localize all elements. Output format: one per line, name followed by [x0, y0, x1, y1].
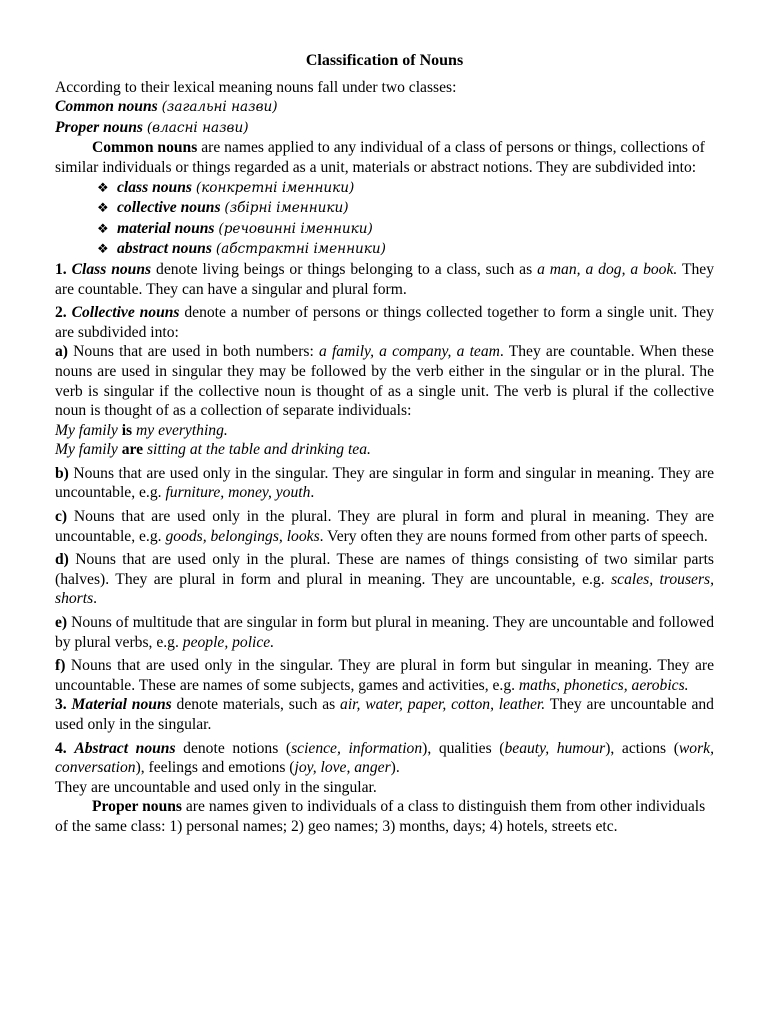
- subsection-example: goods, belongings, looks: [165, 527, 320, 545]
- subsection-a: [55, 342, 714, 420]
- example-part: My family: [55, 421, 118, 439]
- section-number: 2.: [55, 304, 67, 322]
- subsection-b: [55, 464, 714, 503]
- proper-nouns-text: are names given to individuals of a class to distinguish them from other individuals of the same class: 1) personal names; 2) geo names; 3) months, days; 4) hotels, streets etc.: [55, 798, 706, 835]
- proper-nouns-term: Proper nouns: [92, 798, 182, 816]
- subsection-text: .: [93, 590, 98, 608]
- example-part: sitting at the table and drinking tea.: [146, 441, 371, 459]
- section-text: denote living beings or things belonging to a class, such as: [156, 260, 533, 278]
- section-material-nouns: [55, 695, 714, 734]
- subsection-label: a): [55, 343, 68, 361]
- diamond-cross-bullet-icon: ❖: [97, 220, 109, 236]
- example-part: my everything.: [136, 421, 228, 439]
- subtype-list: [55, 178, 714, 260]
- subsection-label: c): [55, 508, 68, 526]
- section-example: beauty, humour: [504, 739, 606, 757]
- subtype-term: abstract nouns: [117, 240, 212, 258]
- section-text: They are countable. They can have a singular and plural form.: [55, 260, 714, 298]
- list-item: [97, 219, 714, 240]
- page-title: Classification of Nouns: [305, 52, 464, 69]
- example-sentence-2: [55, 440, 714, 460]
- section-term: Abstract nouns: [74, 739, 176, 757]
- subsection-label: b): [55, 464, 69, 482]
- subsection-text: Nouns that are used only in the singular. They are singular in form and singular in meaning. They are uncountable, e.g.: [55, 464, 714, 502]
- section-text: denote materials, such as: [176, 696, 336, 714]
- subtype-ua: (речовинні іменники): [218, 220, 373, 237]
- example-sentence-1: [55, 421, 714, 441]
- section-example: science, information: [291, 739, 423, 757]
- subsection-d: [55, 550, 714, 609]
- intro-line: According to their lexical meaning nouns fall under two classes:: [55, 78, 457, 96]
- section-text: They are uncountable and used only in the singular.: [55, 696, 714, 733]
- class-common-term: Common nouns: [55, 98, 158, 116]
- subsection-text: Nouns that are used only in the singular. They are plural in form but singular in meaning. They are uncountable. These are names of some subjects, games and activities, e.g.: [55, 657, 714, 694]
- diamond-cross-bullet-icon: ❖: [97, 179, 109, 195]
- section-term: Collective nouns: [71, 304, 180, 322]
- section-text: ), feelings and emotions (: [135, 759, 295, 777]
- example-verb: is: [121, 421, 133, 439]
- subtype-ua: (збірні іменники): [224, 200, 349, 217]
- list-item: [97, 198, 714, 219]
- proper-nouns-paragraph: [55, 797, 714, 836]
- subsection-text: . Very often they are nouns formed from other parts of speech.: [319, 527, 708, 545]
- section-number: 3.: [55, 696, 67, 714]
- common-nouns-term: Common nouns: [92, 139, 198, 157]
- section-term: Material nouns: [71, 696, 172, 714]
- subsection-text: . They are countable. When these nouns are used in singular they may be followed by the verb either in the singular or in the plural. The verb is singular if the collective noun is thought of as a single unit. The verb is plural if the collective noun is thought of as a collection of separate individuals:: [55, 343, 714, 420]
- subsection-example: scales, trousers, shorts: [55, 570, 714, 608]
- subsection-example: people, police.: [182, 633, 275, 651]
- section-abstract-nouns: [55, 739, 714, 778]
- subsection-f: [55, 656, 714, 695]
- subsection-example: furniture, money, youth: [165, 484, 311, 502]
- section-text: ), qualities (: [422, 739, 505, 757]
- subsection-c: [55, 507, 714, 546]
- class-proper-ua: (власні назви): [146, 119, 249, 136]
- abstract-nouns-note: They are uncountable and used only in the singular.: [55, 778, 377, 796]
- example-verb: are: [121, 441, 144, 459]
- section-text: ), actions (: [605, 739, 679, 757]
- section-text: denote a number of persons or things collected together to form a single unit. They are subdivided into:: [55, 304, 715, 341]
- subtype-term: class nouns: [117, 178, 192, 196]
- section-number: 1.: [55, 260, 67, 278]
- subsection-example: a family, a company, a team: [319, 343, 500, 361]
- class-proper: [55, 118, 714, 139]
- class-common: [55, 97, 714, 118]
- diamond-cross-bullet-icon: ❖: [97, 241, 109, 257]
- subsection-label: e): [55, 614, 68, 632]
- common-nouns-text: are names applied to any individual of a class of persons or things, collections of similar individuals or things regarded as a unit, materials or abstract notions. They are subdivided into:: [55, 139, 705, 176]
- subsection-example: maths, phonetics, aerobics.: [518, 676, 689, 694]
- subsection-text: Nouns that are used in both numbers:: [73, 343, 314, 361]
- subsection-text: Nouns of multitude that are singular in form but plural in meaning. They are uncountable and followed by plural verbs, e.g.: [55, 614, 714, 651]
- subtype-ua: (абстрактні іменники): [215, 241, 386, 258]
- section-text: denote notions (: [183, 739, 292, 757]
- subtype-ua: (конкретні іменники): [195, 179, 355, 196]
- common-nouns-paragraph: [55, 138, 714, 177]
- section-class-nouns: [55, 260, 714, 299]
- section-text: ).: [390, 759, 400, 777]
- subsection-label: f): [55, 657, 66, 675]
- class-proper-term: Proper nouns: [55, 118, 143, 136]
- subtype-term: collective nouns: [117, 199, 221, 217]
- subsection-text: Nouns that are used only in the plural. They are plural in form and plural in meaning. They are uncountable, e.g.: [55, 508, 714, 545]
- example-part: My family: [55, 441, 118, 459]
- section-example: air, water, paper, cotton, leather.: [340, 696, 546, 714]
- subsection-label: d): [55, 551, 69, 569]
- section-collective-nouns: [55, 303, 714, 342]
- section-example: a man, a dog, a book.: [537, 260, 678, 278]
- subsection-e: [55, 613, 714, 652]
- subsection-text: .: [310, 484, 315, 502]
- subtype-term: material nouns: [117, 219, 215, 237]
- subsection-text: Nouns that are used only in the plural. These are names of things consisting of two similar parts (halves). They are plural in form and plural in meaning. They are uncountable, e.g.: [55, 551, 714, 588]
- section-term: Class nouns: [71, 260, 152, 278]
- section-example: joy, love, anger: [294, 759, 391, 777]
- list-item: [97, 178, 714, 199]
- section-number: 4.: [55, 739, 67, 757]
- class-common-ua: (загальні назви): [161, 99, 278, 116]
- list-item: [97, 239, 714, 260]
- diamond-cross-bullet-icon: ❖: [97, 200, 109, 216]
- section-example: work, conversation: [55, 739, 714, 777]
